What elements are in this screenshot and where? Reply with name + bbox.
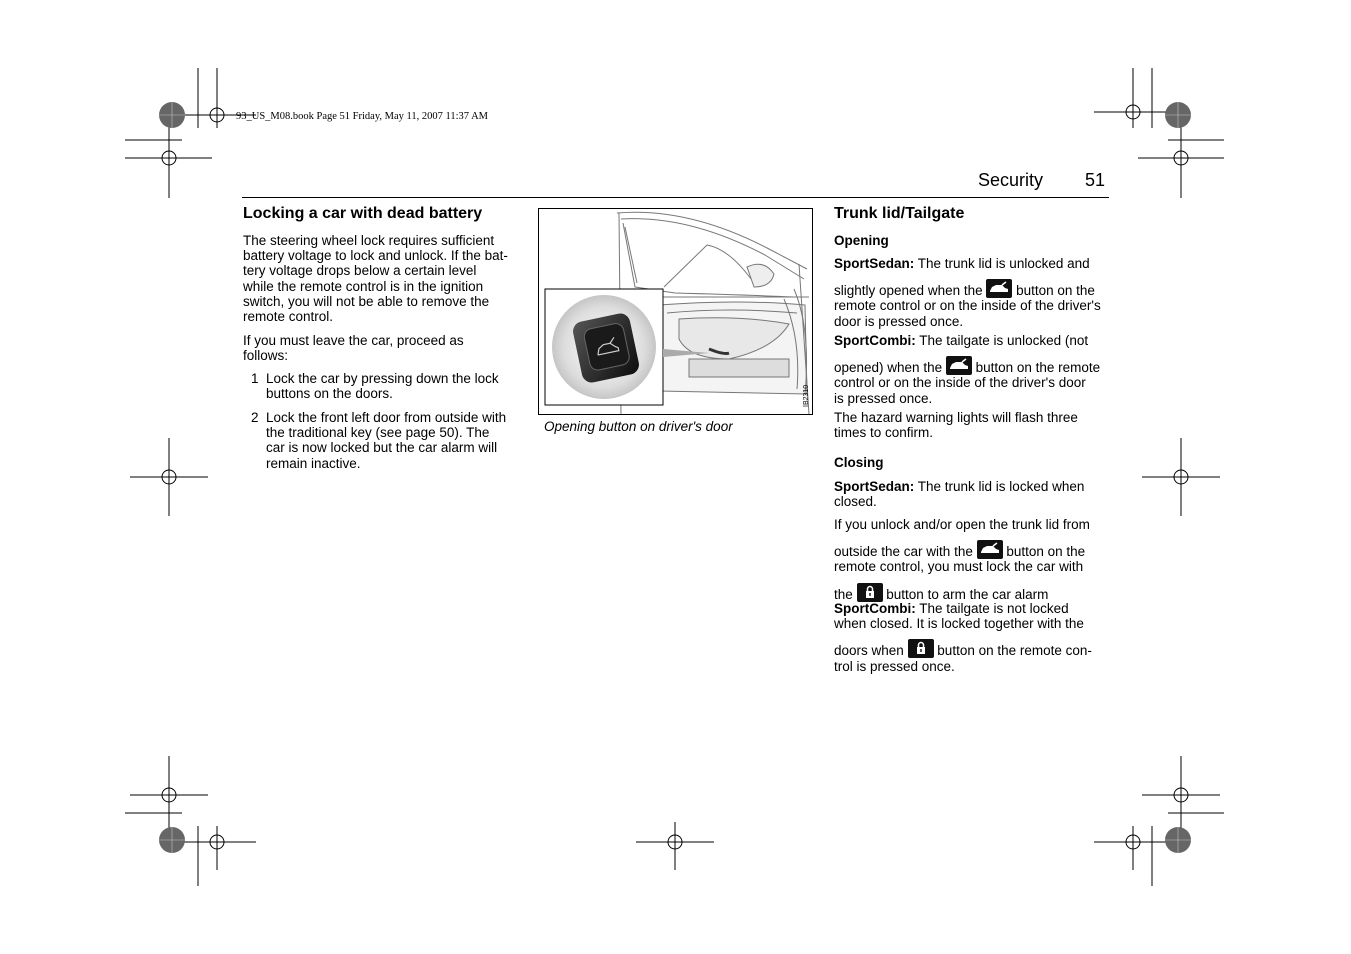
opening-sportcombi-paragraph: SportCombi: The tailgate is unlocked (not opened) when the button on the remote control or on the inside of the driver's door is pressed once. bbox=[834, 333, 1101, 406]
leave-car-paragraph: If you must leave the car, proceed as follows: bbox=[243, 333, 464, 364]
step-1-text: Lock the car by pressing down the lock buttons on the doors. bbox=[266, 371, 499, 402]
figure-caption: Opening button on driver's door bbox=[544, 419, 733, 434]
opening-heading: Opening bbox=[834, 233, 889, 248]
hazard-paragraph: The hazard warning lights will flash three times to confirm. bbox=[834, 410, 1078, 441]
door-illustration bbox=[539, 209, 812, 414]
section-title-trunk: Trunk lid/Tailgate bbox=[834, 205, 965, 222]
dead-battery-paragraph: The steering wheel lock requires sufficient battery voltage to lock and unlock. If the bat- tery voltage drops below a certain level while the remote control is in the ignition switch, you will not be able to remove the remote control. bbox=[243, 233, 508, 325]
closing-sportcombi-paragraph: SportCombi: The tailgate is not locked when closed. It is locked together with the doors when button on the remote con- trol is pressed once. bbox=[834, 601, 1092, 674]
step-2-text: Lock the front left door from outside with the traditional key (see page 50). The car is now locked but the car alarm will remain inactive. bbox=[266, 410, 507, 471]
lock-key-icon bbox=[857, 583, 883, 602]
header-rule bbox=[242, 197, 1109, 198]
print-slug: 93_US_M08.book Page 51 Friday, May 11, 2007 11:37 AM bbox=[236, 111, 488, 122]
trunk-key-icon bbox=[986, 279, 1012, 298]
page-number: 51 bbox=[1085, 170, 1106, 190]
door-figure bbox=[538, 208, 813, 415]
step-1-number: 1 bbox=[251, 371, 259, 386]
trunk-key-icon bbox=[977, 540, 1003, 559]
opening-sportsedan-paragraph: SportSedan: The trunk lid is unlocked and slightly opened when the button on the remote control or on the inside of the driver's door is pressed once. bbox=[834, 256, 1101, 329]
trunk-key-icon bbox=[946, 356, 972, 375]
closing-heading: Closing bbox=[834, 455, 884, 470]
lock-key-icon bbox=[908, 639, 934, 658]
unlock-paragraph: If you unlock and/or open the trunk lid from outside the car with the button on the remote control, you must lock the car with the button to arm the car alarm bbox=[834, 517, 1090, 602]
step-2-number: 2 bbox=[251, 410, 259, 425]
closing-sportsedan-paragraph: SportSedan: The trunk lid is locked when closed. bbox=[834, 479, 1085, 510]
figure-code: IB2310 bbox=[803, 384, 810, 407]
running-header-section: Security bbox=[978, 170, 1044, 190]
section-title-dead-battery: Locking a car with dead battery bbox=[243, 205, 483, 222]
